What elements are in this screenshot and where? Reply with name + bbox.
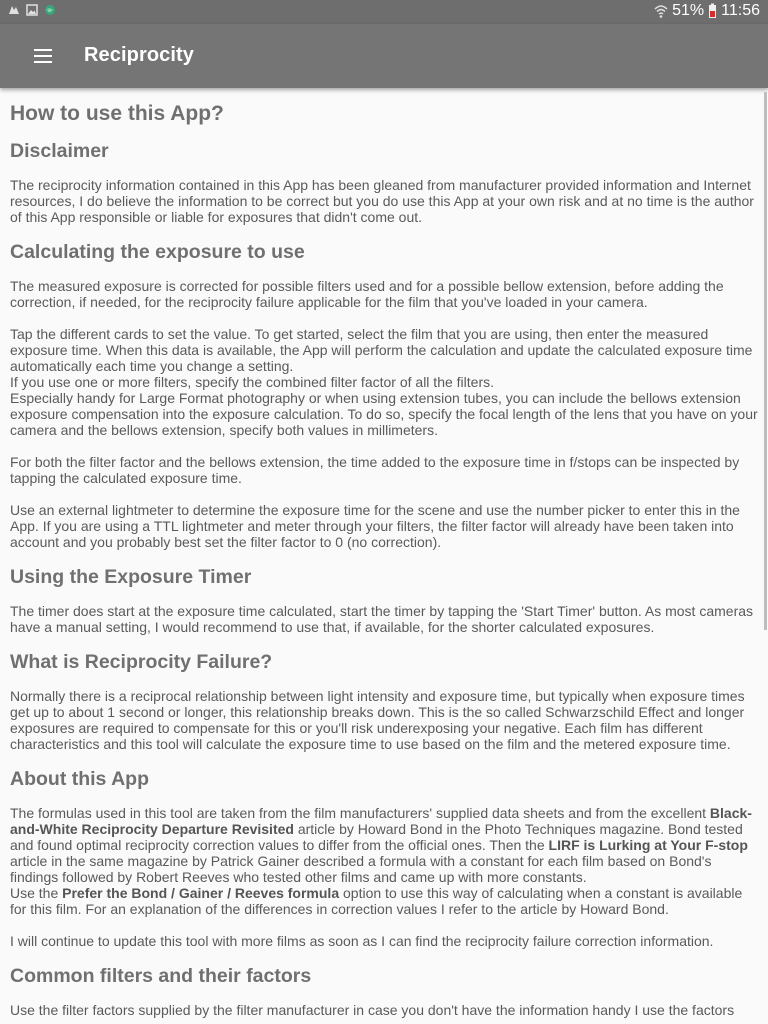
status-bar-system: [654, 2, 760, 20]
globe-icon: [44, 4, 56, 16]
status-bar-notifications: [8, 4, 56, 16]
about-text-3: article in the same magazine by Patrick Gainer described a formula with a constant for each film based on Bond's findings followed by Robert Reeves who tested other films and came up with more constants.: [10, 853, 712, 885]
paragraph-disclaimer: The reciprocity information contained in this App has been gleaned from manufacturer provided information and Internet resources, I do believe the information to be correct but you do use this App at your own risk and at no time is the author of this App responsible or liable for exposures that didn't come out.: [10, 177, 754, 225]
heading-disclaimer: Disclaimer: [10, 140, 109, 162]
paragraph-calc-2a: Tap the different cards to set the value. To get started, select the film that you are using, then enter the measured exposure time. When this data is available, the App will perform the calculation and update the calculated exposure time automatically each time you change a setting.: [10, 326, 753, 374]
status-bar: [0, 0, 768, 24]
gallery-icon: [26, 4, 38, 16]
heading-common-filters: Common filters and their factors: [10, 965, 312, 987]
app-title: Reciprocity: [84, 44, 195, 66]
paragraph-calc-3: For both the filter factor and the bellows extension, the time added to the exposure time in f/stops can be inspected by tapping the calculated exposure time.: [10, 454, 740, 486]
about-text-1: The formulas used in this tool are taken from the film manufacturers' supplied data sheets and from the excellent: [10, 805, 710, 821]
app-bar: [0, 24, 768, 88]
clock: 11:56: [721, 2, 760, 19]
wifi-icon: [654, 3, 668, 19]
scrollbar[interactable]: [764, 92, 767, 630]
paragraph-calc-2c: Especially handy for Large Format photography or when using extension tubes, you can include the bellows extension exposure compensation into the exposure calculation. To do so, specify the focal length of the lens that you have on your camera and the bellows extension, specify both values in millimeters.: [10, 390, 758, 438]
about-text-4: Use the: [10, 885, 63, 901]
about-text-2: article by Howard Bond in the Photo Techniques magazine. Bond tested and found optimal reciprocity correction values to differ from the official ones. Then the: [10, 821, 743, 853]
notification-icon: [8, 4, 20, 16]
heading-calculating-exposure: Calculating the exposure to use: [10, 241, 305, 263]
paragraph-calc-2: [10, 326, 758, 438]
about-text-5: option to use this way of calculating when a constant is available for this film. For an explanation of the differences in correction values I refer to the article by Howard Bond.: [10, 885, 743, 917]
paragraph-calc-1: The measured exposure is corrected for possible filters used and for a possible bellow extension, before adding the correction, if needed, for the reciprocity failure applicable for the film that you've loaded in your camera.: [10, 278, 724, 310]
heading-reciprocity-failure: What is Reciprocity Failure?: [10, 651, 273, 673]
heading-how-to-use: How to use this App?: [10, 102, 224, 125]
paragraph-filters: Use the filter factors supplied by the filter manufacturer in case you don't have the information handy I use the factors: [10, 1002, 735, 1018]
about-bold-lirf-article: LIRF is Lurking at Your F-stop: [548, 837, 748, 853]
paragraph-timer: The timer does start at the exposure time calculated, start the timer by tapping the 'Start Timer' button. As most cameras have a manual setting, I would recommend to use that, if available, for the shorter calculated exposures.: [10, 603, 754, 635]
paragraph-reciprocity-failure: Normally there is a reciprocal relationship between light intensity and exposure time, but typically when exposure times get up to about 1 second or longer, this relationship breaks down. This is the so called Schwarzschild Effect and longer exposures are required to compensate for this or you'll risk underexposing your negative. Each film has different characteristics and this tool will calculate the exposure time to use based on the film and the metered exposure time.: [10, 688, 745, 752]
paragraph-calc-4: Use an external lightmeter to determine the exposure time for the scene and use the number picker to enter this in the App. If you are using a TTL lightmeter and meter through your filters, the filter factor will already have been taken into account and you probably best set the filter factor to 0 (no correction).: [10, 502, 740, 550]
about-bold-option: Prefer the Bond / Gainer / Reeves formula: [62, 885, 340, 901]
paragraph-about-update: I will continue to update this tool with more films as soon as I can find the reciprocity failure correction information.: [10, 933, 714, 949]
paragraph-about: [10, 805, 758, 917]
heading-exposure-timer: Using the Exposure Timer: [10, 566, 252, 588]
paragraph-calc-2b: If you use one or more filters, specify the combined filter factor of all the filters.: [10, 374, 494, 390]
about-bold-bond-article: Black-and-White Reciprocity Departure Revisited: [10, 805, 752, 837]
hamburger-menu-icon[interactable]: [26, 42, 62, 70]
battery-percent: 51%: [672, 2, 705, 19]
heading-about: About this App: [10, 768, 149, 790]
help-content[interactable]: [10, 90, 758, 1024]
battery-icon: [708, 3, 717, 19]
